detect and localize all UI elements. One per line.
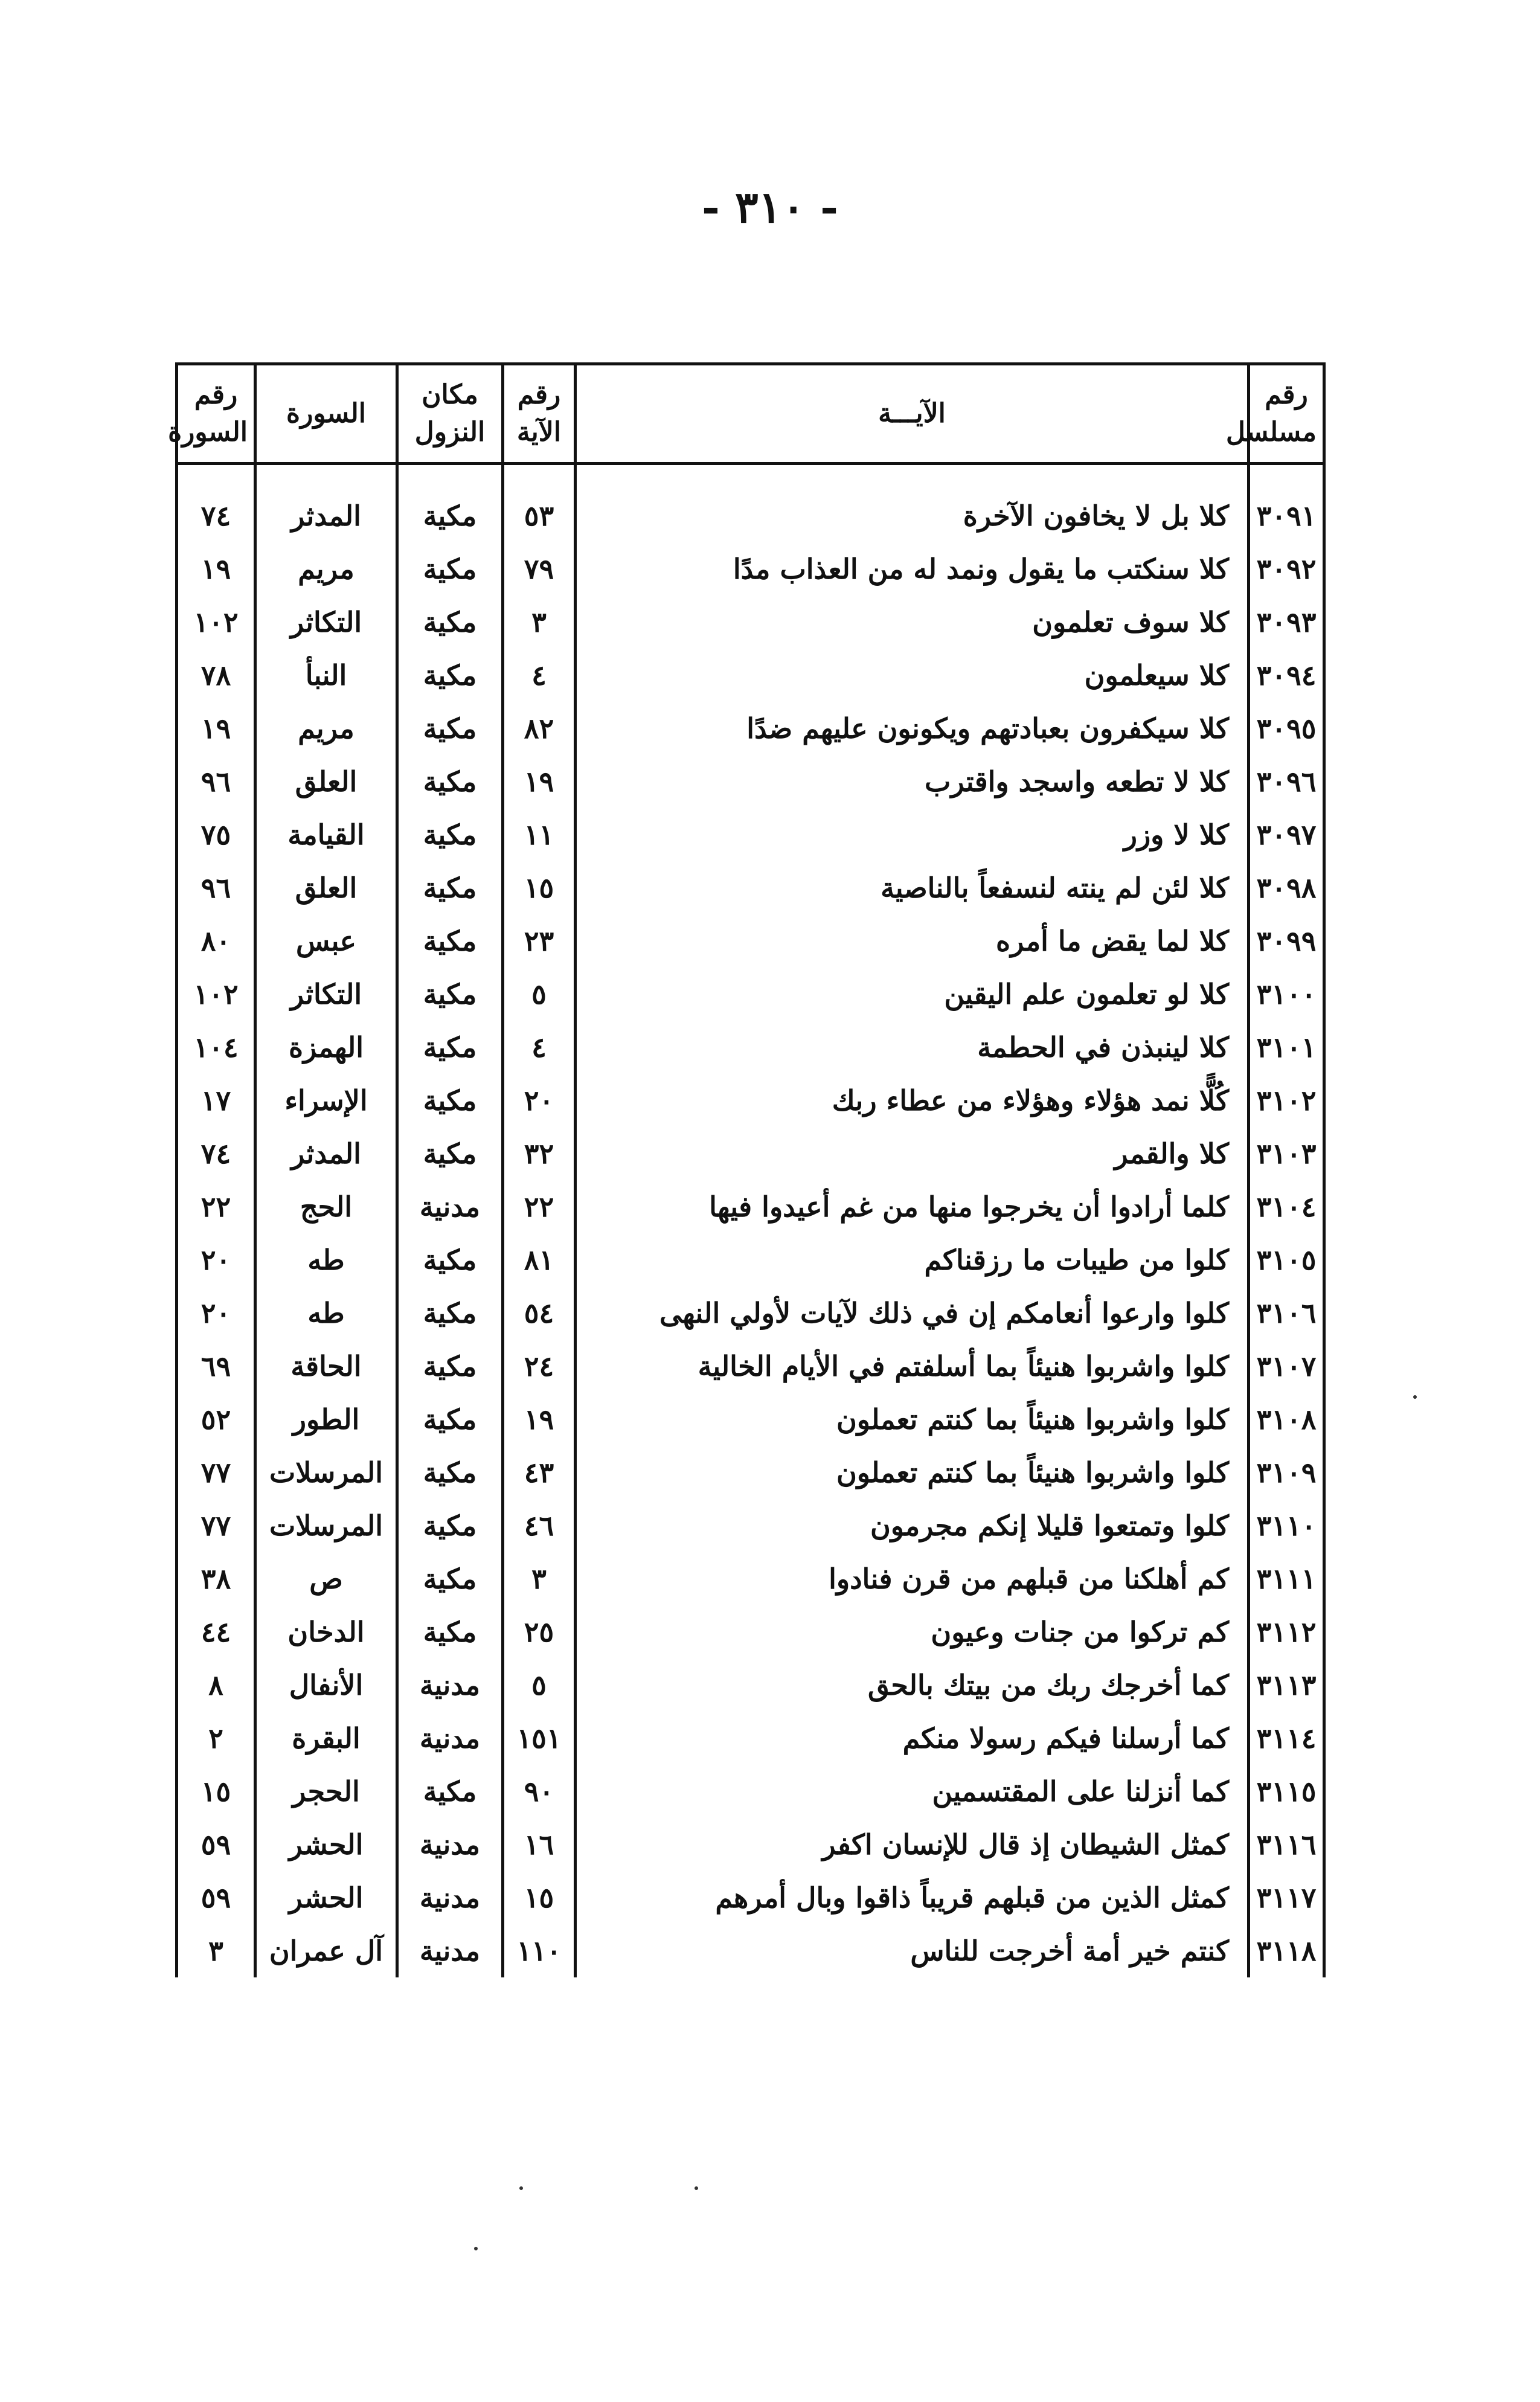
cell-verse: كما أنزلنا على المقتسمين — [576, 1765, 1249, 1818]
cell-surah-number: ١٩ — [177, 542, 255, 596]
cell-verse: كلوا واشربوا هنيئاً بما كنتم تعملون — [576, 1393, 1249, 1446]
cell-serial: ٣٠٩٨ — [1249, 861, 1324, 914]
cell-surah: القيامة — [255, 808, 397, 861]
cell-ayah-number: ٨٢ — [503, 702, 576, 755]
cell-revelation-place: مكية — [397, 1605, 503, 1659]
cell-surah: الأنفال — [255, 1659, 397, 1712]
cell-serial: ٣١١٦ — [1249, 1818, 1324, 1871]
table-row — [177, 1818, 1324, 1871]
cell-revelation-place: مكية — [397, 1286, 503, 1340]
table-row — [177, 914, 1324, 968]
cell-revelation-place: مكية — [397, 808, 503, 861]
cell-surah-number: ٢٠ — [177, 1233, 255, 1286]
cell-verse: كلا سوف تعلمون — [576, 596, 1249, 649]
cell-surah-number: ١٧ — [177, 1074, 255, 1127]
cell-revelation-place: مدنية — [397, 1924, 503, 1977]
cell-verse: كلا لينبذن في الحطمة — [576, 1021, 1249, 1074]
cell-revelation-place: مكية — [397, 1446, 503, 1499]
cell-surah: مريم — [255, 702, 397, 755]
cell-surah: الدخان — [255, 1605, 397, 1659]
cell-surah: المدثر — [255, 464, 397, 543]
table-row — [177, 1659, 1324, 1712]
cell-revelation-place: مدنية — [397, 1871, 503, 1924]
cell-surah-number: ٤٤ — [177, 1605, 255, 1659]
cell-verse: كما أرسلنا فيكم رسولا منكم — [576, 1712, 1249, 1765]
cell-surah: طه — [255, 1233, 397, 1286]
cell-verse: كما أخرجك ربك من بيتك بالحق — [576, 1659, 1249, 1712]
cell-verse: كُلًّا نمد هؤلاء وهؤلاء من عطاء ربك — [576, 1074, 1249, 1127]
cell-ayah-number: ١٩ — [503, 1393, 576, 1446]
cell-serial: ٣٠٩٤ — [1249, 649, 1324, 702]
cell-verse: كم أهلكنا من قبلهم من قرن فنادوا — [576, 1552, 1249, 1605]
cell-verse: كلا سيعلمون — [576, 649, 1249, 702]
cell-surah: آل عمران — [255, 1924, 397, 1977]
cell-ayah-number: ١٥١ — [503, 1712, 576, 1765]
cell-revelation-place: مكية — [397, 1074, 503, 1127]
cell-revelation-place: مكية — [397, 1340, 503, 1393]
cell-ayah-number: ٣ — [503, 596, 576, 649]
header-surah-number: رقم السورة — [177, 364, 255, 464]
cell-revelation-place: مدنية — [397, 1659, 503, 1712]
table-row — [177, 1499, 1324, 1552]
header-ayah-number: رقم الآية — [503, 364, 576, 464]
cell-ayah-number: ٢٣ — [503, 914, 576, 968]
cell-revelation-place: مدنية — [397, 1712, 503, 1765]
cell-surah: الطور — [255, 1393, 397, 1446]
cell-revelation-place: مكية — [397, 1393, 503, 1446]
cell-verse: كلوا واشربوا هنيئاً بما أسلفتم في الأيام الخالية — [576, 1340, 1249, 1393]
cell-verse: كلما أرادوا أن يخرجوا منها من غم أعيدوا فيها — [576, 1180, 1249, 1233]
cell-surah: الإسراء — [255, 1074, 397, 1127]
cell-ayah-number: ٢٥ — [503, 1605, 576, 1659]
cell-surah: المرسلات — [255, 1499, 397, 1552]
cell-serial: ٣١٠٦ — [1249, 1286, 1324, 1340]
cell-ayah-number: ٣ — [503, 1552, 576, 1605]
table-row — [177, 1233, 1324, 1286]
cell-ayah-number: ٥٤ — [503, 1286, 576, 1340]
cell-ayah-number: ٤ — [503, 1021, 576, 1074]
cell-serial: ٣١١٥ — [1249, 1765, 1324, 1818]
table-row — [177, 1127, 1324, 1180]
cell-surah: الحجر — [255, 1765, 397, 1818]
cell-verse: كلا بل لا يخافون الآخرة — [576, 464, 1249, 543]
cell-surah-number: ١٠٢ — [177, 968, 255, 1021]
table-row — [177, 1074, 1324, 1127]
cell-serial: ٣١٠١ — [1249, 1021, 1324, 1074]
cell-ayah-number: ١٥ — [503, 1871, 576, 1924]
cell-revelation-place: مكية — [397, 968, 503, 1021]
cell-revelation-place: مدنية — [397, 1180, 503, 1233]
table-row — [177, 1712, 1324, 1765]
cell-serial: ٣١٠٥ — [1249, 1233, 1324, 1286]
table-body — [177, 464, 1324, 1978]
cell-ayah-number: ٤٣ — [503, 1446, 576, 1499]
scan-speck — [1413, 1395, 1417, 1399]
cell-serial: ٣٠٩٢ — [1249, 542, 1324, 596]
cell-ayah-number: ٤ — [503, 649, 576, 702]
cell-surah-number: ٢٠ — [177, 1286, 255, 1340]
cell-ayah-number: ١٩ — [503, 755, 576, 808]
cell-serial: ٣٠٩١ — [1249, 464, 1324, 543]
table-row — [177, 1286, 1324, 1340]
cell-verse: كلا لئن لم ينته لنسفعاً بالناصية — [576, 861, 1249, 914]
cell-surah-number: ٧٤ — [177, 1127, 255, 1180]
cell-ayah-number: ٨١ — [503, 1233, 576, 1286]
cell-verse: كلوا واشربوا هنيئاً بما كنتم تعملون — [576, 1446, 1249, 1499]
table-row — [177, 1180, 1324, 1233]
cell-revelation-place: مكية — [397, 1127, 503, 1180]
cell-surah-number: ٥٢ — [177, 1393, 255, 1446]
cell-ayah-number: ١١٠ — [503, 1924, 576, 1977]
cell-serial: ٣١١٣ — [1249, 1659, 1324, 1712]
scan-speck — [474, 2247, 478, 2250]
cell-serial: ٣٠٩٥ — [1249, 702, 1324, 755]
cell-surah: المدثر — [255, 1127, 397, 1180]
cell-revelation-place: مكية — [397, 1765, 503, 1818]
table-row — [177, 861, 1324, 914]
cell-surah: العلق — [255, 861, 397, 914]
cell-serial: ٣٠٩٩ — [1249, 914, 1324, 968]
cell-revelation-place: مكية — [397, 649, 503, 702]
cell-ayah-number: ٢٠ — [503, 1074, 576, 1127]
scan-speck — [519, 2186, 523, 2190]
table-row — [177, 1552, 1324, 1605]
cell-surah-number: ٣ — [177, 1924, 255, 1977]
cell-revelation-place: مدنية — [397, 1818, 503, 1871]
cell-surah-number: ١٩ — [177, 702, 255, 755]
cell-surah: ص — [255, 1552, 397, 1605]
cell-verse: كلا والقمر — [576, 1127, 1249, 1180]
cell-serial: ٣١١٢ — [1249, 1605, 1324, 1659]
cell-surah-number: ٥٩ — [177, 1818, 255, 1871]
cell-ayah-number: ٥٣ — [503, 464, 576, 543]
header-serial: رقم مسلسل — [1249, 364, 1324, 464]
cell-serial: ٣١١٧ — [1249, 1871, 1324, 1924]
verse-table — [168, 362, 1326, 1977]
cell-ayah-number: ٢٤ — [503, 1340, 576, 1393]
cell-verse: كلوا وتمتعوا قليلا إنكم مجرمون — [576, 1499, 1249, 1552]
scan-speck — [695, 2186, 698, 2190]
cell-surah: البقرة — [255, 1712, 397, 1765]
cell-ayah-number: ١٦ — [503, 1818, 576, 1871]
cell-surah-number: ٧٧ — [177, 1446, 255, 1499]
cell-serial: ٣٠٩٧ — [1249, 808, 1324, 861]
cell-surah: مريم — [255, 542, 397, 596]
table-row — [177, 1765, 1324, 1818]
cell-verse: كلوا من طيبات ما رزقناكم — [576, 1233, 1249, 1286]
cell-surah-number: ٧٥ — [177, 808, 255, 861]
cell-ayah-number: ١١ — [503, 808, 576, 861]
cell-serial: ٣٠٩٦ — [1249, 755, 1324, 808]
table-row — [177, 1021, 1324, 1074]
cell-revelation-place: مكية — [397, 464, 503, 543]
cell-serial: ٣١٠٠ — [1249, 968, 1324, 1021]
cell-surah-number: ٩٦ — [177, 861, 255, 914]
cell-surah: الهمزة — [255, 1021, 397, 1074]
cell-revelation-place: مكية — [397, 542, 503, 596]
cell-surah: الحشر — [255, 1818, 397, 1871]
table-row — [177, 596, 1324, 649]
page-number: - ٣١٠ - — [702, 181, 838, 233]
cell-surah: النبأ — [255, 649, 397, 702]
cell-revelation-place: مكية — [397, 755, 503, 808]
cell-serial: ٣١٠٧ — [1249, 1340, 1324, 1393]
cell-serial: ٣١٠٣ — [1249, 1127, 1324, 1180]
cell-verse: كلا سيكفرون بعبادتهم ويكونون عليهم ضدًا — [576, 702, 1249, 755]
cell-ayah-number: ٥ — [503, 1659, 576, 1712]
cell-revelation-place: مكية — [397, 1552, 503, 1605]
cell-surah: الحاقة — [255, 1340, 397, 1393]
cell-surah-number: ١٥ — [177, 1765, 255, 1818]
cell-surah: التكاثر — [255, 596, 397, 649]
cell-revelation-place: مكية — [397, 914, 503, 968]
table-row — [177, 464, 1324, 543]
cell-surah-number: ٦٩ — [177, 1340, 255, 1393]
cell-surah-number: ٧٨ — [177, 649, 255, 702]
cell-verse: كمثل الذين من قبلهم قريباً ذاقوا وبال أمرهم — [576, 1871, 1249, 1924]
cell-surah: عبس — [255, 914, 397, 968]
header-revelation-place: مكان النزول — [397, 364, 503, 464]
cell-surah-number: ٨ — [177, 1659, 255, 1712]
cell-revelation-place: مكية — [397, 1233, 503, 1286]
cell-ayah-number: ١٥ — [503, 861, 576, 914]
cell-surah-number: ٨٠ — [177, 914, 255, 968]
table-row — [177, 1446, 1324, 1499]
table-row — [177, 542, 1324, 596]
cell-surah: التكاثر — [255, 968, 397, 1021]
verse-index-table — [168, 362, 1326, 2017]
cell-serial: ٣١٠٨ — [1249, 1393, 1324, 1446]
cell-surah-number: ٧٤ — [177, 464, 255, 543]
cell-verse: كم تركوا من جنات وعيون — [576, 1605, 1249, 1659]
cell-ayah-number: ٥ — [503, 968, 576, 1021]
table-row — [177, 702, 1324, 755]
cell-surah-number: ٥٩ — [177, 1871, 255, 1924]
table-row — [177, 1924, 1324, 1977]
cell-revelation-place: مكية — [397, 596, 503, 649]
cell-verse: كلا لا تطعه واسجد واقترب — [576, 755, 1249, 808]
cell-revelation-place: مكية — [397, 1499, 503, 1552]
cell-ayah-number: ٩٠ — [503, 1765, 576, 1818]
cell-verse: كلا لما يقض ما أمره — [576, 914, 1249, 968]
table-row — [177, 649, 1324, 702]
cell-serial: ٣١٠٤ — [1249, 1180, 1324, 1233]
table-row — [177, 1871, 1324, 1924]
header-verse: الآيـــة — [576, 364, 1249, 464]
cell-verse: كمثل الشيطان إذ قال للإنسان اكفر — [576, 1818, 1249, 1871]
header-surah: السورة — [255, 364, 397, 464]
cell-serial: ٣١٠٩ — [1249, 1446, 1324, 1499]
cell-serial: ٣٠٩٣ — [1249, 596, 1324, 649]
cell-serial: ٣١١٤ — [1249, 1712, 1324, 1765]
cell-revelation-place: مكية — [397, 702, 503, 755]
cell-verse: كلا لو تعلمون علم اليقين — [576, 968, 1249, 1021]
cell-revelation-place: مكية — [397, 1021, 503, 1074]
cell-surah: العلق — [255, 755, 397, 808]
cell-serial: ٣١١١ — [1249, 1552, 1324, 1605]
cell-ayah-number: ٧٩ — [503, 542, 576, 596]
cell-surah-number: ٢ — [177, 1712, 255, 1765]
cell-surah-number: ١٠٢ — [177, 596, 255, 649]
table-row — [177, 755, 1324, 808]
cell-surah: الحشر — [255, 1871, 397, 1924]
table-row — [177, 968, 1324, 1021]
cell-surah: طه — [255, 1286, 397, 1340]
cell-surah-number: ٣٨ — [177, 1552, 255, 1605]
table-row — [177, 808, 1324, 861]
cell-verse: كلوا وارعوا أنعامكم إن في ذلك لآيات لأولي النهى — [576, 1286, 1249, 1340]
cell-serial: ٣١١٠ — [1249, 1499, 1324, 1552]
cell-serial: ٣١١٨ — [1249, 1924, 1324, 1977]
cell-surah-number: ٩٦ — [177, 755, 255, 808]
cell-surah-number: ١٠٤ — [177, 1021, 255, 1074]
cell-verse: كلا لا وزر — [576, 808, 1249, 861]
table-row — [177, 1605, 1324, 1659]
cell-verse: كنتم خير أمة أخرجت للناس — [576, 1924, 1249, 1977]
cell-surah-number: ٢٢ — [177, 1180, 255, 1233]
table-row — [177, 1393, 1324, 1446]
cell-surah: الحج — [255, 1180, 397, 1233]
cell-revelation-place: مكية — [397, 861, 503, 914]
cell-ayah-number: ٤٦ — [503, 1499, 576, 1552]
table-row — [177, 1340, 1324, 1393]
cell-serial: ٣١٠٢ — [1249, 1074, 1324, 1127]
table-header — [168, 364, 1324, 464]
cell-surah: المرسلات — [255, 1446, 397, 1499]
cell-ayah-number: ٣٢ — [503, 1127, 576, 1180]
cell-verse: كلا سنكتب ما يقول ونمد له من العذاب مدًا — [576, 542, 1249, 596]
cell-surah-number: ٧٧ — [177, 1499, 255, 1552]
cell-ayah-number: ٢٢ — [503, 1180, 576, 1233]
